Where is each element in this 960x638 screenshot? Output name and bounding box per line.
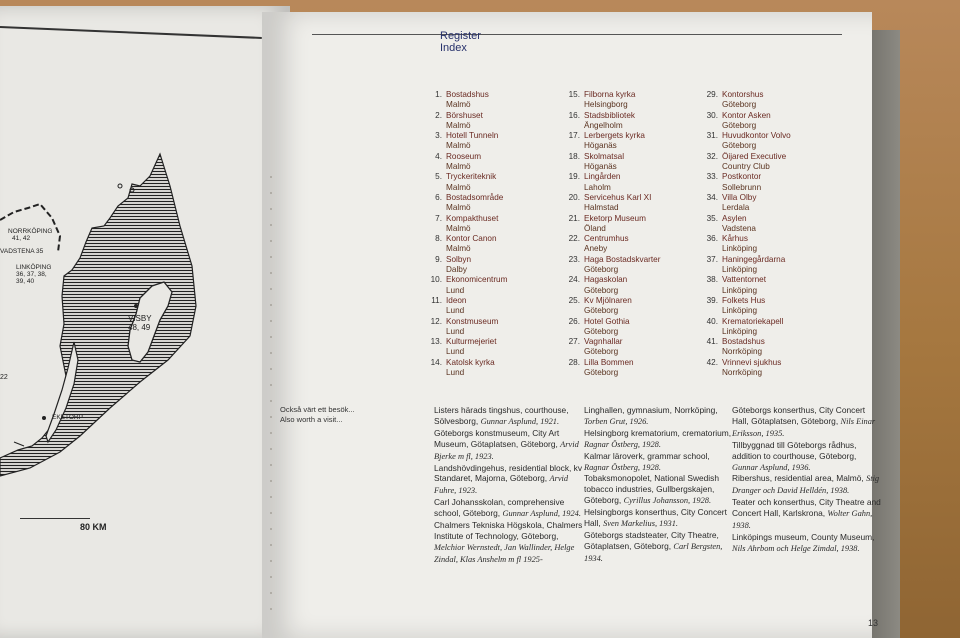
index-entry-number: 3. [435, 131, 442, 141]
also-worth-architect: Wolter Gahn, 1938. [732, 509, 873, 531]
also-worth-building: Chalmers Tekniska Högskola, Chalmers Institute of Technology, Göteborg, [434, 520, 583, 541]
also-worth-building: Göteborgs konstmuseum, City Art Museum, Götaplatsen, Göteborg, [434, 427, 561, 449]
index-entry-name: Eketorp Museum [584, 213, 646, 223]
index-entry-number: 21. [568, 213, 580, 223]
index-entry-name: Ekonomicentrum [446, 275, 508, 285]
index-entry [560, 131, 660, 152]
also-worth-label [280, 405, 355, 425]
index-entry [698, 193, 791, 214]
index-heading-en: Index [440, 42, 467, 54]
index-column-2 [560, 90, 660, 378]
also-worth-entry [584, 530, 734, 565]
index-entry [698, 317, 791, 338]
also-worth-building: Helsingborg krematorium, crematorium, [584, 427, 732, 438]
also-worth-entry [434, 497, 584, 520]
index-entry-number: 29. [706, 90, 718, 99]
index-entry-number: 7. [435, 213, 442, 223]
index-entry-number: 18. [568, 151, 580, 161]
index-entry [698, 172, 791, 193]
index-entry-city: Linköping [722, 244, 758, 254]
index-entry-number: 1. [435, 90, 442, 99]
also-worth-architect: Melchior Wernstedt, Jan Wallinder, Helge Zindal, Klas Anshelm m fl 1925- [434, 542, 575, 564]
map-label-vadstena: VADSTENA 35 [0, 248, 44, 255]
map-scale-bar [20, 512, 90, 519]
index-entry-number: 37. [706, 254, 718, 264]
index-entry [422, 152, 507, 173]
index-entry-number: 26. [568, 316, 580, 326]
left-page-rule [0, 26, 262, 39]
index-entry-number: 28. [568, 357, 580, 367]
also-worth-architect: Torben Grut, 1926. [584, 416, 649, 426]
index-entry-city: Göteborg [722, 100, 757, 110]
index-entry-city: Öland [584, 223, 606, 233]
index-entry-number: 2. [435, 110, 442, 120]
also-worth-building: Linköpings museum, County Museum, [732, 531, 875, 542]
index-entry-city: Lund [446, 326, 465, 336]
map-label-norrkoping: NORRKÖPING 41, 42 [8, 228, 53, 242]
also-worth-entry [732, 497, 882, 532]
index-entry-number: 5. [435, 172, 442, 182]
also-worth-architect: Arvid Fuhre, 1923. [434, 474, 569, 496]
index-entry [698, 296, 791, 317]
index-entry [560, 275, 660, 296]
index-entry-name: Huvudkontor Volvo [722, 131, 791, 141]
index-entry [560, 172, 660, 193]
also-worth-architect: Sven Markelius, 1931. [603, 519, 678, 529]
index-entry [698, 131, 791, 152]
right-page [262, 12, 881, 638]
also-worth-architect: Carl Bergsten, 1934. [584, 541, 723, 563]
index-entry [422, 131, 507, 152]
index-entry-number: 30. [706, 110, 718, 120]
index-entry-name: Bostadshus [446, 90, 489, 99]
also-worth-entry [732, 473, 882, 497]
index-entry-number: 34. [706, 192, 718, 202]
also-worth-entry [434, 428, 584, 463]
index-entry-name: Krematoriekapell [722, 316, 784, 326]
index-entry [422, 214, 507, 235]
index-entry [422, 358, 507, 379]
also-worth-entry [434, 463, 584, 498]
also-worth-architect: Arvid Bjerke m fl, 1923. [434, 439, 579, 461]
index-entry-number: 4. [435, 151, 442, 161]
index-entry-city: Malmö [446, 162, 471, 172]
also-worth-entry [584, 451, 734, 474]
index-entry-number: 14. [430, 357, 442, 367]
index-entry [698, 111, 791, 132]
index-entry-name: Börshuset [446, 110, 483, 120]
also-worth-entry [732, 532, 882, 555]
index-column-3 [698, 90, 791, 378]
index-entry-number: 17. [568, 131, 580, 141]
index-entry-name: Vattentornet [722, 275, 766, 285]
also-worth-building: Göteborgs stadsteater, City Theatre, Götaplatsen, Göteborg, [584, 529, 719, 551]
index-entry-number: 11. [431, 295, 442, 305]
index-entry-city: Lund [446, 368, 465, 378]
also-worth-entry [584, 473, 734, 507]
also-worth-architect: Gunnar Asplund, 1936. [732, 462, 811, 472]
index-entry [422, 296, 507, 317]
also-worth-building: Carl Johansskolan, comprehensive school, Göteborg, [434, 497, 565, 519]
map-label-visby: VISBY 48, 49 [128, 314, 152, 332]
index-entry-name: Kontor Asken [722, 110, 771, 120]
index-entry-city: Göteborg [584, 265, 619, 275]
map-scale-label: 80 KM [80, 522, 107, 532]
index-entry-name: Bostadshus [722, 337, 765, 347]
index-entry-name: Kontorshus [722, 90, 764, 99]
index-entry-city: Vadstena [722, 223, 756, 233]
index-entry-name: Kontor Canon [446, 234, 497, 244]
also-worth-building: Kalmar läroverk, grammar school, [584, 450, 710, 461]
index-entry-city: Norrköping [722, 368, 763, 378]
index-entry [422, 172, 507, 193]
also-worth-entry [584, 428, 734, 451]
index-entry [422, 234, 507, 255]
index-entry-number: 36. [706, 234, 718, 244]
index-entry-city: Göteborg [722, 141, 757, 151]
also-worth-building: Tillbyggnad till Göteborgs rådhus, addition to courthouse, Göteborg, [732, 439, 857, 461]
also-worth-architect: Nils Ahrbom och Helge Zimdal, 1938. [732, 543, 860, 553]
index-entry-name: Kårhus [722, 234, 748, 244]
index-entry-city: Göteborg [584, 326, 619, 336]
index-entry-city: Göteborg [584, 368, 619, 378]
index-entry-city: Laholm [584, 182, 611, 192]
index-entry-city: Malmö [446, 120, 471, 130]
index-entry-name: Tryckeriteknik [446, 172, 497, 182]
index-entry-number: 16. [568, 110, 580, 120]
index-entry-name: Lingården [584, 172, 621, 182]
index-entry-city: Linköping [722, 285, 758, 295]
index-entry-city: Ängelholm [584, 120, 623, 130]
index-entry [560, 317, 660, 338]
index-heading [440, 30, 481, 54]
page-number: 13 [868, 618, 879, 628]
index-entry-city: Lund [446, 306, 465, 316]
also-worth-entry [434, 405, 584, 428]
also-worth-entry [732, 440, 882, 474]
index-entry-city: Linköping [722, 265, 758, 275]
index-entry [560, 255, 660, 276]
also-worth-entry [732, 405, 882, 440]
also-worth-building: Landshövdingehus, residential block, kv Standaret, Majorna, Göteborg, [434, 462, 583, 484]
also-worth-architect: Ragnar Östberg, 1928. [584, 462, 661, 472]
index-entry-name: Filborna kyrka [584, 90, 636, 99]
index-entry-number: 24. [568, 275, 580, 285]
index-entry [422, 275, 507, 296]
index-entry-name: Vagnhallar [584, 337, 623, 347]
index-entry-number: 22. [568, 234, 580, 244]
map-label-eketorp: EKETORP [52, 414, 83, 421]
index-entry [560, 193, 660, 214]
index-entry-name: Servicehus Karl XI [584, 192, 652, 202]
index-entry-name: Hotell Tunneln [446, 131, 499, 141]
index-entry-number: 31. [706, 131, 718, 141]
index-entry-city: Höganäs [584, 141, 617, 151]
index-entry [422, 255, 507, 276]
index-entry [560, 337, 660, 358]
index-entry-name: Kv Mjölnaren [584, 295, 632, 305]
also-worth-architect: Gunnar Asplund, 1921. [480, 416, 560, 426]
index-entry-name: Lilla Bommen [584, 357, 634, 367]
also-worth-building: Listers härads tingshus, courthouse, Sölvesborg, [434, 405, 569, 426]
index-entry [698, 255, 791, 276]
binding-holes [270, 162, 272, 622]
index-entry-number: 25. [568, 295, 580, 305]
index-entry-name: Vrinnevi sjukhus [722, 357, 782, 367]
index-entry-city: Aneby [584, 244, 608, 254]
also-worth-building: Linghallen, gymnasium, Norrköping, [584, 405, 718, 415]
index-entry-number: 15. [568, 90, 580, 99]
index-entry-city: Malmö [446, 182, 471, 192]
also-worth-architect: Cyrillus Johansson, 1928. [623, 496, 712, 506]
index-entry [698, 337, 791, 358]
index-entry-name: Rooseum [446, 151, 482, 161]
index-entry [698, 358, 791, 379]
also-worth-entry [584, 507, 734, 530]
index-entry-name: Katolsk kyrka [446, 357, 495, 367]
index-entry [422, 337, 507, 358]
index-entry-number: 9. [435, 254, 442, 264]
right-page-rule [312, 34, 842, 35]
sweden-coast-map [0, 146, 290, 546]
index-entry-number: 6. [435, 192, 442, 202]
index-entry [422, 193, 507, 214]
index-entry [560, 358, 660, 379]
also-worth-label-en: Also worth a visit... [280, 415, 343, 424]
index-entry-name: Centrumhus [584, 234, 629, 244]
index-entry-number: 13. [430, 337, 442, 347]
index-entry-city: Höganäs [584, 162, 617, 172]
index-entry-name: Kompakthuset [446, 213, 499, 223]
index-entry-name: Solbyn [446, 254, 472, 264]
index-entry-name: Villa Olby [722, 192, 757, 202]
also-worth-column-2 [584, 405, 734, 565]
also-worth-building: Teater och konserthus, City Theatre and Concert Hall, Karlskrona, [732, 497, 881, 519]
map-label-linkoping: LINKÖPING 36, 37, 38, 39, 40 [16, 264, 52, 285]
also-worth-building: Ribershus, residential area, Malmö, [732, 473, 867, 484]
index-entry-name: Haga Bostadskvarter [584, 254, 661, 264]
index-entry-name: Lerbergets kyrka [584, 131, 645, 141]
map-label-side-number: 22 [0, 374, 8, 381]
index-entry-city: Country Club [722, 162, 770, 172]
index-entry-city: Göteborg [584, 306, 619, 316]
index-entry-city: Lerdala [722, 203, 750, 213]
index-entry-name: Asylen [722, 213, 747, 223]
index-entry [698, 214, 791, 235]
index-entry [698, 275, 791, 296]
also-worth-architect: Stig Dranger och David Helldén, 1938. [732, 474, 880, 496]
index-entry [422, 90, 507, 111]
index-entry-city: Malmö [446, 203, 471, 213]
also-worth-column-3 [732, 405, 882, 555]
index-entry-city: Malmö [446, 223, 471, 233]
index-entry [560, 214, 660, 235]
index-entry-number: 10. [430, 275, 442, 285]
index-entry-city: Norrköping [722, 347, 763, 357]
index-entry-name: Stadsbibliotek [584, 110, 635, 120]
also-worth-building: Tobaksmonopolet, National Swedish tobacco industries, Gullbergskajen, Göteborg, [584, 473, 720, 506]
index-entry-number: 19. [568, 172, 580, 182]
also-worth-entry [434, 520, 584, 566]
also-worth-column-1 [434, 405, 584, 566]
also-worth-architect: Nils Einar Eriksson, 1935. [732, 416, 876, 438]
also-worth-entry [584, 405, 734, 428]
index-entry-name: Folkets Hus [722, 295, 766, 305]
index-entry [560, 296, 660, 317]
index-entry-city: Sollebrunn [722, 182, 762, 192]
index-entry-city: Halmstad [584, 203, 619, 213]
index-column-1 [422, 90, 507, 378]
index-entry-number: 20. [568, 192, 580, 202]
index-entry-number: 42. [706, 357, 718, 367]
index-entry-name: Hagaskolan [584, 275, 628, 285]
index-entry-name: Ideon [446, 295, 467, 305]
index-heading-sv: Register [440, 30, 481, 42]
left-page [0, 6, 290, 638]
index-entry-name: Postkontor [722, 172, 762, 182]
index-entry-city: Helsingborg [584, 100, 628, 110]
index-entry-number: 32. [706, 151, 718, 161]
also-worth-building: Göteborgs konserthus, City Concert Hall, Götaplatsen, Göteborg, [732, 405, 866, 426]
index-entry-number: 35. [706, 213, 718, 223]
index-entry-name: Konstmuseum [446, 316, 499, 326]
index-entry-number: 39. [706, 295, 718, 305]
index-entry-city: Lund [446, 347, 465, 357]
index-entry [698, 90, 791, 111]
index-entry-city: Malmö [446, 141, 471, 151]
index-entry-city: Göteborg [722, 120, 757, 130]
index-entry [698, 152, 791, 173]
also-worth-architect: Gunnar Asplund, 1924. [502, 509, 581, 519]
index-entry-name: Haningegårdarna [722, 254, 786, 264]
index-entry [422, 111, 507, 132]
also-worth-building: Helsingborgs konserthus, City Concert Hall, [584, 507, 727, 529]
index-entry [422, 317, 507, 338]
index-entry-name: Öijared Executive [722, 151, 787, 161]
index-entry-name: Hotel Gothia [584, 316, 630, 326]
index-entry-city: Malmö [446, 244, 471, 254]
index-entry [560, 152, 660, 173]
index-entry-number: 40. [706, 316, 718, 326]
index-entry-city: Lund [446, 285, 465, 295]
index-entry [698, 234, 791, 255]
index-entry-number: 12. [430, 316, 442, 326]
sea-area [0, 154, 196, 476]
index-entry-city: Linköping [722, 306, 758, 316]
index-entry-name: Skolmatsal [584, 151, 625, 161]
index-entry-name: Kulturmejeriet [446, 337, 497, 347]
index-entry-number: 33. [706, 172, 718, 182]
index-entry-city: Göteborg [584, 285, 619, 295]
index-entry-number: 38. [706, 275, 718, 285]
index-entry-number: 41. [706, 337, 718, 347]
index-entry-name: Bostadsområde [446, 192, 504, 202]
also-worth-architect: Ragnar Östberg, 1928. [584, 439, 661, 449]
also-worth-label-sv: Också värt ett besök... [280, 405, 355, 414]
index-entry-city: Göteborg [584, 347, 619, 357]
index-entry-city: Dalby [446, 265, 467, 275]
index-entry-city: Malmö [446, 100, 471, 110]
index-entry [560, 111, 660, 132]
index-entry [560, 234, 660, 255]
index-entry-number: 27. [568, 337, 580, 347]
index-entry-city: Linköping [722, 326, 758, 336]
index-entry [560, 90, 660, 111]
index-entry-number: 23. [568, 254, 580, 264]
index-entry-number: 8. [435, 234, 442, 244]
